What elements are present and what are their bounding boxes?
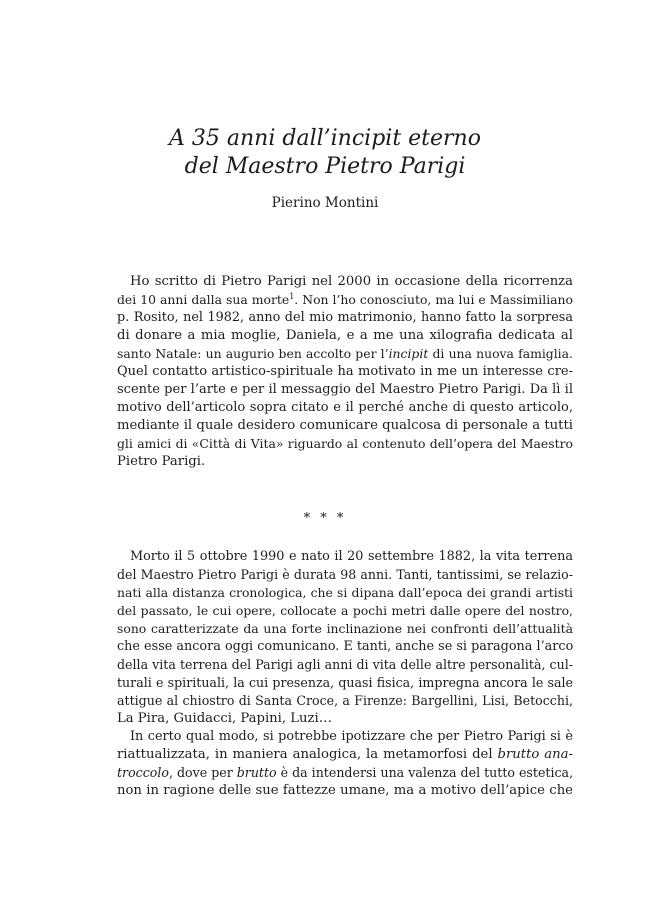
text-line: turali e spirituali, la cui presenza, quasi fisica, impregna ancora le sale — [117, 675, 573, 690]
text-line: gli amici di «Città di Vita» riguardo al contenuto dell’opera del Maestro — [117, 436, 573, 451]
text-line: scente per l’arte e per il messaggio del Maestro Pietro Parigi. Da lì il — [117, 382, 573, 397]
text-line: del passato, le cui opere, collocate a pochi metri dalle opere del nostro, — [117, 603, 573, 618]
text-line: La Pira, Guidacci, Papini, Luzi… — [117, 711, 332, 726]
section-separator: * * * — [303, 511, 347, 526]
text-line: mediante il quale desidero comunicare qualcosa di personale a tutti — [117, 418, 573, 433]
text-line: della vita terrena del Parigi agli anni di vita delle altre personalità, cul- — [117, 657, 573, 672]
text-line: Ho scritto di Pietro Parigi nel 2000 in occasione della ricorrenza — [130, 274, 573, 289]
italic-span: brutto — [236, 765, 277, 780]
text-span: , dove per — [168, 765, 237, 780]
text-span: . Non l’ho conosciuto, ma lui e Massimiliano — [294, 292, 573, 307]
text-span: riattualizzata, in maniera analogica, la metamorfosi del — [117, 747, 498, 762]
article-title-line-2: del Maestro Pietro Parigi — [184, 154, 466, 179]
text-line: In certo qual modo, si potrebbe ipotizzare che per Pietro Parigi si è — [130, 729, 573, 744]
text-line: di donare a mia moglie, Daniela, e a me una xilografia dedicata al — [117, 328, 573, 343]
article-author: Pierino Montini — [271, 195, 379, 211]
text-line: attigue al chiostro di Santa Croce, a Firenze: Bargellini, Lisi, Betocchi, — [117, 693, 573, 708]
text-span: è da intendersi una valenza del tutto estetica, — [276, 765, 574, 780]
text-line: Morto il 5 ottobre 1990 e nato il 20 settembre 1882, la vita terrena — [130, 549, 573, 564]
text-line — [117, 764, 573, 782]
text-line: sono caratterizzate da una forte inclinazione nei confronti dell’attualità — [117, 621, 573, 636]
footnote-ref[interactable]: 1 — [289, 292, 295, 301]
text-line: Quel contatto artistico-spirituale ha motivato in me un interesse cre- — [117, 364, 573, 379]
text-line: del Maestro Pietro Parigi è durata 98 anni. Tanti, tantissimi, se relazio- — [117, 567, 573, 582]
text-span: di una nuova famiglia. — [428, 346, 573, 361]
text-line: che esse ancora oggi comunicano. E tanti, anche se si paragona l’arco — [117, 639, 574, 654]
article-title-line-1: A 35 anni dall’incipit eterno — [169, 126, 481, 151]
italic-span: brutto ana- — [497, 747, 573, 762]
text-line: p. Rosito, nel 1982, anno del mio matrimonio, hanno fatto la sorpresa — [117, 310, 573, 325]
text-line: Pietro Parigi. — [117, 454, 206, 469]
text-line: motivo dell’articolo sopra citato e il perché anche di questo articolo, — [117, 400, 573, 415]
text-span: dei 10 anni dalla sua morte — [117, 292, 290, 307]
text-line: non in ragione delle sue fattezze umane, ma a motivo dell’apice che — [117, 783, 573, 798]
text-line — [117, 345, 573, 363]
text-line — [117, 291, 573, 309]
text-line — [117, 746, 573, 764]
text-span: santo Natale: un augurio ben accolto per l’ — [117, 346, 389, 361]
italic-span: troccolo — [117, 765, 169, 780]
italic-span: incipit — [388, 346, 429, 361]
text-line: nati alla distanza cronologica, che si dipana dall’epoca dei grandi artisti — [117, 585, 573, 600]
